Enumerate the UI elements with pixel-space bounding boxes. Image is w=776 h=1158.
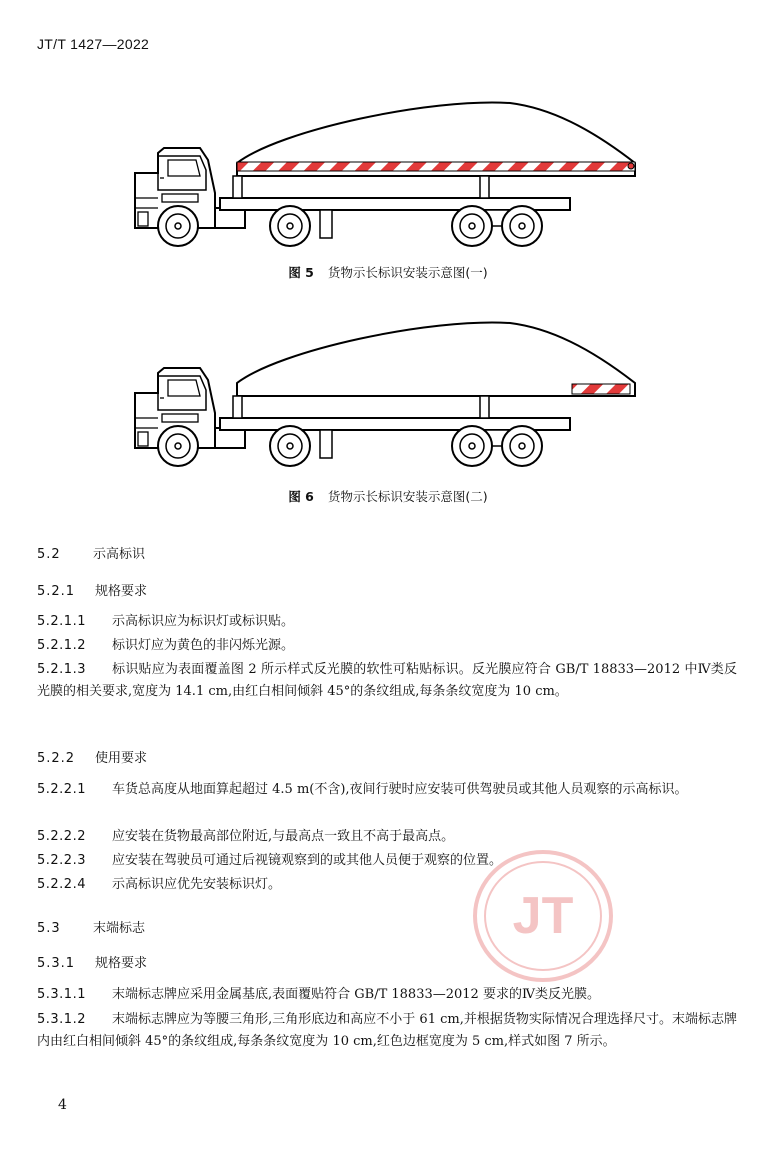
- clause-5-2-2-3: 5.2.2.3 应安装在驾驶员可通过后视镜观察到的或其他人员便于观察的位置。: [37, 853, 503, 868]
- section-heading-5-3: 5.3 末端标志: [37, 921, 146, 936]
- clause-5-2-1-3: 5.2.1.3 标识贴应为表面覆盖图 2 所示样式反光膜的软性可粘贴标识。反光膜应符合 GB/T 18833—2012 中Ⅳ类反光膜的相关要求,宽度为 14.1 cm,由红白相间倾斜 45°的条纹组成,每条条纹宽度为 10 cm。: [37, 662, 737, 699]
- clause-5-2-2-1: 5.2.2.1 车货总高度从地面算起超过 4.5 m(不含),夜间行驶时应安装可供驾驶员或其他人员观察的示高标识。: [37, 782, 688, 797]
- figure-6-caption: 图 6 货物示长标识安装示意图(二): [288, 489, 488, 504]
- clause-5-3-1-1: 5.3.1.1 末端标志牌应采用金属基底,表面覆贴符合 GB/T 18833—2012 要求的Ⅳ类反光膜。: [37, 987, 600, 1002]
- figure-5-caption: 图 5 货物示长标识安装示意图(一): [288, 265, 488, 280]
- section-heading-5-3-1: 5.3.1 规格要求: [37, 956, 148, 971]
- clause-5-2-1-1: 5.2.1.1 示高标识应为标识灯或标识贴。: [37, 614, 295, 629]
- clause-5-2-1-2: 5.2.1.2 标识灯应为黄色的非闪烁光源。: [37, 638, 295, 653]
- header-code: JT/T 1427—2022: [37, 36, 150, 52]
- section-heading-5-2-1: 5.2.1 规格要求: [37, 584, 148, 599]
- clause-5-2-2-2: 5.2.2.2 应安装在货物最高部位附近,与最高点一致且不高于最高点。: [37, 829, 455, 844]
- clause-5-2-2-4: 5.2.2.4 示高标识应优先安装标识灯。: [37, 877, 282, 892]
- figure-5-truck-diagram: [120, 100, 660, 250]
- figure-6-truck-diagram: [120, 320, 660, 470]
- section-heading-5-2-2: 5.2.2 使用要求: [37, 751, 148, 766]
- clause-5-3-1-2: 5.3.1.2 末端标志牌应为等腰三角形,三角形底边和高应不小于 61 cm,并根据货物实际情况合理选择尺寸。末端标志牌内由红白相间倾斜 45°的条纹组成,每条条纹宽度为 10 cm,红色边框宽度为 5 cm,样式如图 7 所示。: [37, 1012, 737, 1049]
- jt-watermark-stamp: [470, 843, 616, 989]
- section-heading-5-2: 5.2 示高标识: [37, 547, 146, 562]
- page-number: 4: [58, 1097, 67, 1113]
- svg-text:JT: JT: [512, 887, 574, 945]
